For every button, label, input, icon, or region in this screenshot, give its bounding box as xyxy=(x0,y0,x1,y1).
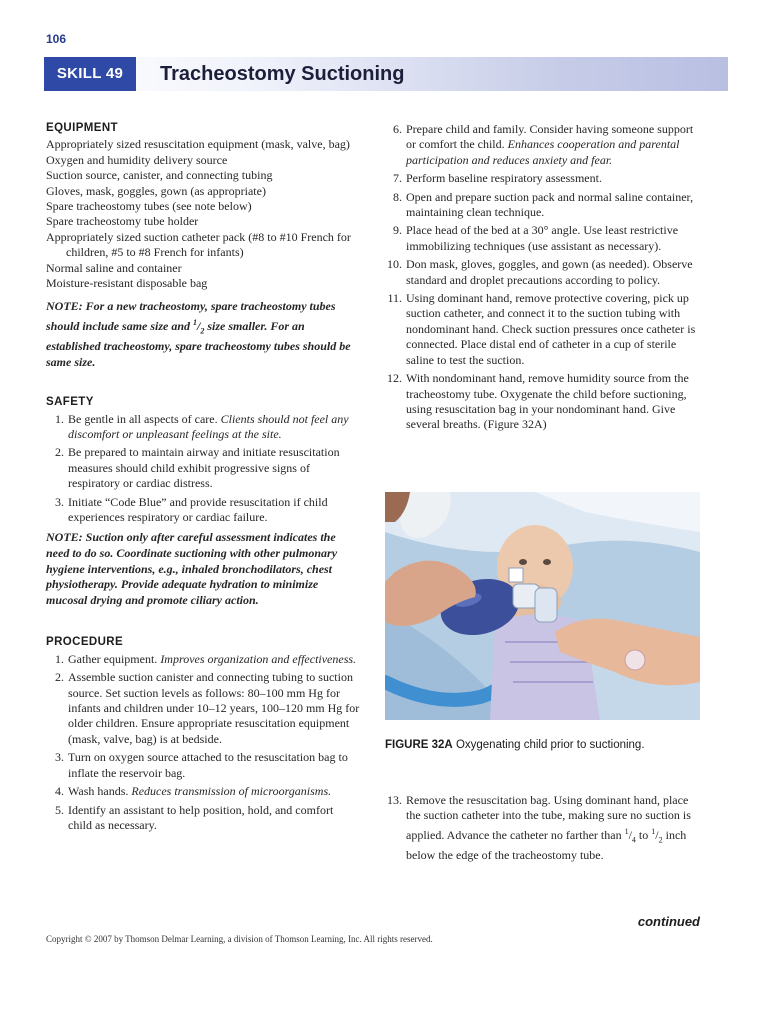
list-item: 11. Using dominant hand, remove protective covering, pick up suction catheter, and connect it to the suction tubing with nondominant hand. Check suction pressures once catheter is connected. Place distal end of catheter in a cup of sterile saline to test the suction. xyxy=(387,291,696,367)
copyright-notice: Copyright © 2007 by Thomson Delmar Learning, a division of Thomson Learning, Inc. All rights reserved. xyxy=(46,934,433,944)
list-item: Spare tracheostomy tubes (see note below) xyxy=(46,199,252,214)
safety-list xyxy=(46,412,360,526)
oxygenating-child-illustration xyxy=(385,492,700,720)
equipment-note: NOTE: For a new tracheostomy, spare tracheostomy tubes should include same size and $^1/_2$ size smaller. For an established tracheostomy, spare tracheostomy tubes should be same size. xyxy=(46,299,351,369)
list-item: Appropriately sized resuscitation equipment (mask, valve, bag) xyxy=(46,137,350,152)
list-item: 1. Gather equipment. Improves organization and effectiveness. xyxy=(55,651,357,666)
procedure-step-13 xyxy=(385,793,703,866)
list-item: 13. Remove the resuscitation bag. Using dominant hand, place the suction catheter into the tube, making sure no suction is applied. Advance the catheter no farther than $^1/_4$ to $^1/_2$ inch below the edge of the tracheostomy tube. xyxy=(387,793,691,862)
left-column xyxy=(46,121,360,836)
procedure-list-continued xyxy=(385,793,703,863)
list-item: Appropriately sized suction catheter pack (#8 to #10 French for children, #5 to #8 French for infants) xyxy=(46,229,351,260)
list-item: Oxygen and humidity delivery source xyxy=(46,152,228,167)
skill-label: SKILL 49 xyxy=(44,57,136,91)
right-column xyxy=(385,122,703,436)
list-item: Suction source, canister, and connecting tubing xyxy=(46,168,273,183)
procedure-heading: PROCEDURE xyxy=(46,636,124,649)
figure-photo xyxy=(385,492,700,720)
continued-label: continued xyxy=(637,914,700,929)
equipment-heading: EQUIPMENT xyxy=(46,122,118,134)
list-item: Spare tracheostomy tube holder xyxy=(46,214,199,229)
list-item: Gloves, mask, goggles, gown (as appropriate) xyxy=(46,183,266,198)
list-item: 3. Initiate “Code Blue” and provide resuscitation if child experiences respiratory or cardiac failure. xyxy=(55,494,328,525)
list-item: 2. Be prepared to maintain airway and initiate resuscitation measures should child exhibit progressive signs of respiratory or cardiac distress. xyxy=(55,445,340,491)
list-item: 12. With nondominant hand, remove humidity source from the tracheostomy tube. Oxygenate the child before suctioning, using resuscitation bag in your nondominant hand. Give several breaths. (Figure 32A) xyxy=(387,371,689,432)
safety-note: NOTE: Suction only after careful assessment indicates the need to do so. Coordinate suctioning with other pulmonary hygiene interventions, e.g., inhaled bronchodilators, chest physiotherapy. Provide adequate hydration to minimize mucosal drying and promote ciliary action. xyxy=(46,530,338,607)
list-item: 5. Identify an assistant to help position, hold, and comfort child as necessary. xyxy=(55,802,334,832)
list-item: Moisture-resistant disposable bag xyxy=(46,276,208,291)
safety-heading: SAFETY xyxy=(46,396,94,409)
list-item: 2. Assemble suction canister and connecting tubing to suction source. Set suction levels as follows: 80–100 mm Hg for infants and children under 10–12 years, 100–120 mm Hg for older children. Ensure appropriate resuscitation equipment (mask, valve, bag) is at bedside. xyxy=(55,670,360,746)
list-item: 7. Perform baseline respiratory assessment. xyxy=(393,171,602,186)
figure-caption: FIGURE 32A Oxygenating child prior to suctioning. xyxy=(385,739,645,751)
list-item: Normal saline and container xyxy=(46,260,182,275)
equipment-list xyxy=(46,137,360,291)
list-item: 9. Place head of the bed at a 30° angle. Use least restrictive immobilizing techniques (use assistant as necessary). xyxy=(393,223,679,253)
procedure-list-right xyxy=(385,122,703,433)
list-item: 8. Open and prepare suction pack and normal saline container, maintaining clean technique. xyxy=(393,189,694,220)
list-item: 1. Be gentle in all aspects of care. Clients should not feel any discomfort or unpleasant feelings at the site. xyxy=(55,411,349,442)
list-item: 10. Don mask, gloves, goggles, and gown (as needed). Observe standard and droplet precautions according to policy. xyxy=(387,257,693,287)
list-item: 4. Wash hands. Reduces transmission of microorganisms. xyxy=(55,784,332,799)
list-item: 3. Turn on oxygen source attached to the resuscitation bag to inflate the reservoir bag. xyxy=(55,750,348,780)
page-title: Tracheostomy Suctioning xyxy=(160,63,405,85)
procedure-list-left xyxy=(46,652,360,833)
page-number: 106 xyxy=(46,32,67,46)
list-item: 6. Prepare child and family. Consider having someone support or comfort the child. Enhances cooperation and parental participation and reduces anxiety and fear. xyxy=(393,122,694,167)
